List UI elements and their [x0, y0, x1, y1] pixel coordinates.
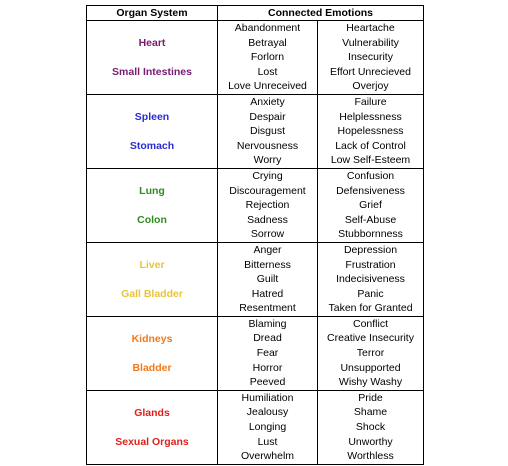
emotion-item: Depression	[343, 243, 398, 256]
organ-name: Gall Bladder	[121, 287, 183, 300]
emotion-item: Overjoy	[352, 80, 389, 93]
header-row	[87, 6, 424, 21]
emotion-item: Discouragement	[229, 184, 306, 197]
emotion-item: Anger	[253, 243, 282, 256]
emotion-item: Unworthy	[348, 435, 393, 448]
organ-cell	[87, 21, 218, 95]
emotion-item: Heartache	[346, 22, 395, 34]
emotion-item: Blaming	[248, 317, 287, 330]
emotion-item: Terror	[356, 347, 385, 360]
organ-name: Colon	[137, 213, 167, 226]
emotion-item: Hopelessness	[337, 125, 404, 138]
emotion-item: Lost	[257, 65, 278, 78]
emotion-cell	[218, 390, 318, 464]
organ-group-row	[87, 21, 424, 95]
emotion-cell	[318, 316, 424, 390]
emotion-item: Shame	[353, 406, 388, 419]
emotion-item: Low Self-Esteem	[330, 154, 411, 167]
emotion-item: Conflict	[353, 317, 389, 330]
emotion-item: Resentment	[239, 302, 296, 315]
emotion-item: Love Unreceived	[228, 80, 307, 93]
organ-cell	[87, 94, 218, 168]
emotion-item: Bitterness	[244, 258, 291, 271]
organ-emotion-table	[86, 5, 424, 465]
emotion-cell	[318, 94, 424, 168]
organ-name: Heart	[138, 36, 166, 49]
emotion-item: Lack of Control	[335, 139, 406, 152]
emotion-item: Frustration	[345, 258, 396, 271]
organ-group-row	[87, 168, 424, 242]
emotion-item: Disgust	[249, 125, 285, 138]
emotion-item: Taken for Granted	[328, 302, 413, 315]
organ-name: Small Intestines	[112, 65, 192, 78]
organ-cell	[87, 242, 218, 316]
emotion-item: Lust	[257, 435, 278, 448]
organ-name: Bladder	[132, 361, 172, 374]
emotion-item: Self-Abuse	[344, 213, 397, 226]
emotion-item: Horror	[252, 361, 283, 374]
emotion-item: Indecisiveness	[336, 273, 405, 286]
emotion-item: Anxiety	[250, 95, 285, 108]
emotion-item: Nervousness	[236, 139, 299, 152]
emotion-cell	[318, 390, 424, 464]
emotion-item: Betrayal	[248, 36, 287, 49]
emotion-item: Despair	[249, 110, 286, 123]
emotion-item: Worthless	[347, 450, 394, 463]
emotion-item: Helplessness	[339, 110, 402, 123]
emotion-item: Effort Unrecieved	[330, 65, 411, 78]
emotion-item: Wishy Washy	[338, 376, 403, 389]
emotion-cell	[218, 21, 318, 95]
emotion-item: Vulnerability	[342, 36, 399, 49]
emotion-item: Worry	[253, 154, 282, 167]
emotion-item: Overwhelm	[240, 450, 295, 463]
emotion-cell	[318, 242, 424, 316]
organ-cell	[87, 316, 218, 390]
emotion-item: Dread	[253, 332, 282, 345]
table-body	[87, 21, 424, 465]
organ-name: Lung	[139, 184, 165, 197]
organ-system-header: Organ System	[87, 6, 218, 21]
organ-group-row	[87, 242, 424, 316]
emotion-item: Pride	[358, 391, 383, 404]
organ-name: Sexual Organs	[115, 435, 189, 448]
emotion-item: Hatred	[251, 287, 284, 300]
organ-name: Stomach	[129, 139, 175, 152]
emotion-item: Fear	[256, 347, 279, 360]
emotion-item: Sorrow	[250, 228, 285, 241]
emotion-cell	[318, 168, 424, 242]
emotion-item: Jealousy	[246, 406, 289, 419]
emotion-item: Rejection	[245, 199, 290, 212]
emotion-cell	[218, 242, 318, 316]
emotion-item: Peeved	[249, 376, 286, 389]
emotion-item: Sadness	[247, 213, 288, 226]
organ-group-row	[87, 94, 424, 168]
organ-group-row	[87, 316, 424, 390]
organ-name: Spleen	[134, 110, 170, 123]
organ-cell	[87, 390, 218, 464]
emotion-item: Creative Insecurity	[327, 332, 414, 345]
emotion-cell	[218, 168, 318, 242]
emotion-item: Stubbornness	[338, 228, 403, 241]
organ-cell	[87, 168, 218, 242]
organ-name: Glands	[134, 406, 170, 419]
organ-group-row	[87, 390, 424, 464]
emotion-item: Humiliation	[241, 391, 294, 404]
connected-emotions-header: Connected Emotions	[218, 6, 424, 21]
emotion-item: Longing	[248, 421, 287, 434]
emotion-item: Unsupported	[340, 361, 401, 374]
emotion-item: Failure	[354, 95, 387, 108]
organ-name: Kidneys	[131, 332, 173, 345]
emotion-item: Abandonment	[234, 22, 301, 34]
emotion-item: Forlorn	[250, 51, 285, 64]
emotion-item: Confusion	[346, 169, 395, 182]
emotion-cell	[318, 21, 424, 95]
emotion-item: Panic	[357, 287, 384, 300]
emotion-item: Insecurity	[348, 51, 393, 64]
emotion-item: Crying	[252, 169, 283, 182]
emotion-item: Defensiveness	[336, 184, 405, 197]
emotion-item: Grief	[359, 199, 382, 212]
emotion-cell	[218, 94, 318, 168]
organ-name: Liver	[139, 258, 165, 271]
emotion-cell	[218, 316, 318, 390]
emotion-item: Guilt	[256, 273, 279, 286]
emotion-item: Shock	[355, 421, 386, 434]
